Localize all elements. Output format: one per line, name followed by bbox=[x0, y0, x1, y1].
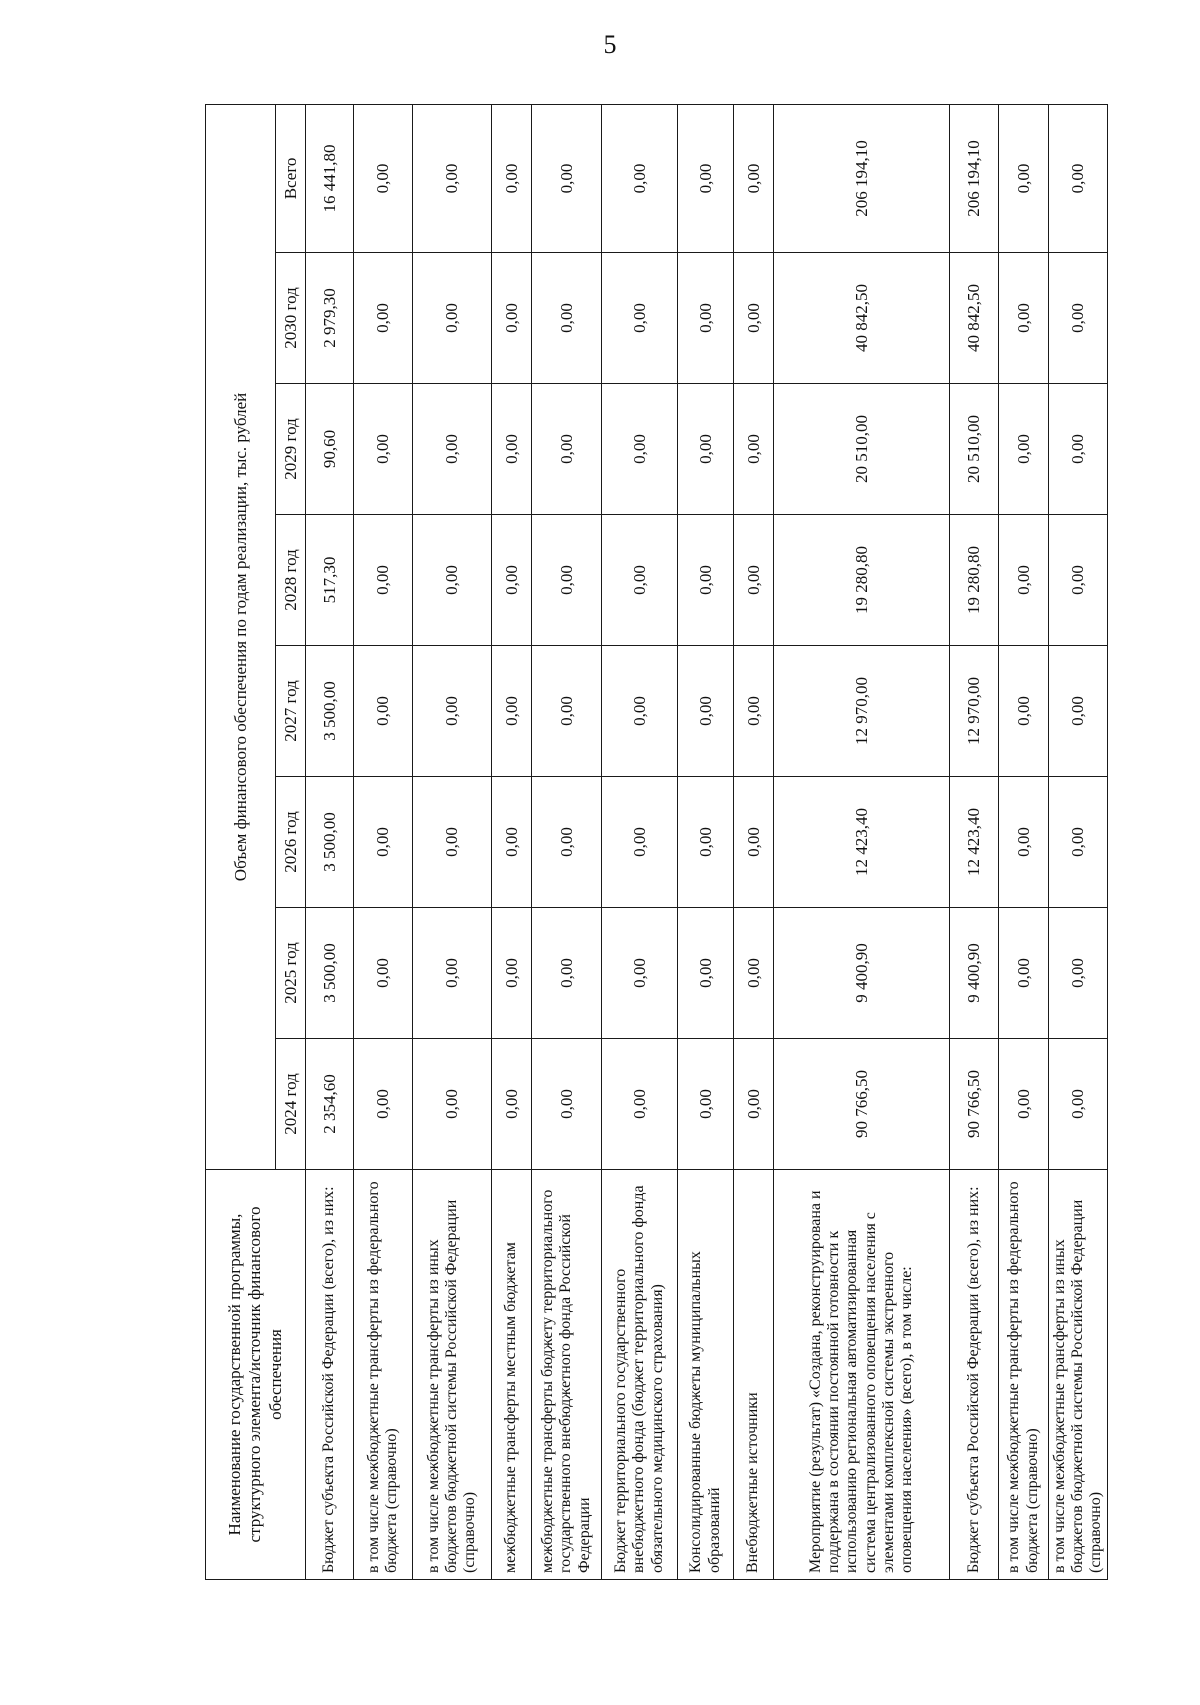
row-year-value: 2 354,60 bbox=[306, 1039, 354, 1170]
row-year-value: 0,00 bbox=[1049, 515, 1108, 646]
row-year-value: 90,60 bbox=[306, 384, 354, 515]
row-year-value: 9 400,90 bbox=[774, 908, 950, 1039]
row-source-name: в том числе межбюджетные трансферты из иных бюджетов бюджетной системы Российской Федерации (справочно) bbox=[1049, 1170, 1108, 1580]
row-year-value: 0,00 bbox=[1049, 1039, 1108, 1170]
row-year-value: 0,00 bbox=[734, 777, 774, 908]
row-year-value: 0,00 bbox=[678, 253, 734, 384]
row-source-name: в том числе межбюджетные трансферты из федерального бюджета (справочно) bbox=[354, 1170, 413, 1580]
row-year-value: 0,00 bbox=[734, 1039, 774, 1170]
row-year-value: 0,00 bbox=[1049, 777, 1108, 908]
row-year-value: 0,00 bbox=[492, 1039, 532, 1170]
row-year-value: 0,00 bbox=[999, 515, 1049, 646]
row-year-value: 0,00 bbox=[532, 515, 602, 646]
row-year-value: 0,00 bbox=[734, 253, 774, 384]
row-year-value: 90 766,50 bbox=[774, 1039, 950, 1170]
row-year-value: 0,00 bbox=[734, 646, 774, 777]
row-year-value: 0,00 bbox=[413, 1039, 492, 1170]
row-total-value: 0,00 bbox=[999, 104, 1049, 252]
table-row bbox=[354, 104, 413, 1579]
table-row bbox=[532, 104, 602, 1579]
row-year-value: 0,00 bbox=[678, 777, 734, 908]
year-header: 2027 год bbox=[276, 646, 306, 777]
row-total-value: 16 441,80 bbox=[306, 104, 354, 252]
row-year-value: 19 280,80 bbox=[774, 515, 950, 646]
row-year-value: 0,00 bbox=[413, 646, 492, 777]
row-year-value: 0,00 bbox=[532, 908, 602, 1039]
row-year-value: 0,00 bbox=[354, 908, 413, 1039]
row-year-value: 0,00 bbox=[678, 646, 734, 777]
table-row bbox=[999, 104, 1049, 1579]
row-year-value: 0,00 bbox=[999, 253, 1049, 384]
table-row bbox=[734, 104, 774, 1579]
row-total-value: 0,00 bbox=[354, 104, 413, 252]
row-year-value: 0,00 bbox=[602, 908, 678, 1039]
row-total-value: 0,00 bbox=[734, 104, 774, 252]
row-year-value: 0,00 bbox=[1049, 646, 1108, 777]
year-header: 2024 год bbox=[276, 1039, 306, 1170]
row-total-value: 0,00 bbox=[492, 104, 532, 252]
row-year-value: 19 280,80 bbox=[950, 515, 999, 646]
row-year-value: 0,00 bbox=[354, 646, 413, 777]
row-source-name: Бюджет субъекта Российской Федерации (всего), из них: bbox=[950, 1170, 999, 1580]
row-source-name: в том числе межбюджетные трансферты из федерального бюджета (справочно) bbox=[999, 1170, 1049, 1580]
row-year-value: 0,00 bbox=[492, 646, 532, 777]
row-year-value: 0,00 bbox=[532, 1039, 602, 1170]
row-year-value: 0,00 bbox=[999, 646, 1049, 777]
row-year-value: 0,00 bbox=[354, 1039, 413, 1170]
row-source-name: Внебюджетные источники bbox=[734, 1170, 774, 1580]
row-year-value: 0,00 bbox=[354, 777, 413, 908]
row-year-value: 517,30 bbox=[306, 515, 354, 646]
rotated-table-wrapper bbox=[205, 105, 1105, 1580]
table-row bbox=[678, 104, 734, 1579]
row-total-value: 0,00 bbox=[602, 104, 678, 252]
row-source-name: межбюджетные трансферты местным бюджетам bbox=[492, 1170, 532, 1580]
table-row bbox=[774, 104, 950, 1579]
year-header: 2028 год bbox=[276, 515, 306, 646]
row-total-value: 206 194,10 bbox=[774, 104, 950, 252]
table-row bbox=[413, 104, 492, 1579]
row-year-value: 0,00 bbox=[602, 515, 678, 646]
year-header: 2026 год bbox=[276, 777, 306, 908]
row-source-name: Бюджет субъекта Российской Федерации (всего), из них: bbox=[306, 1170, 354, 1580]
row-year-value: 0,00 bbox=[532, 384, 602, 515]
row-year-value: 0,00 bbox=[413, 777, 492, 908]
row-year-value: 20 510,00 bbox=[774, 384, 950, 515]
row-year-value: 90 766,50 bbox=[950, 1039, 999, 1170]
row-source-name: межбюджетные трансферты бюджету территориального государственного внебюджетного фонда Российской Федерации bbox=[532, 1170, 602, 1580]
row-year-value: 20 510,00 bbox=[950, 384, 999, 515]
row-year-value: 0,00 bbox=[602, 777, 678, 908]
table-row bbox=[306, 104, 354, 1579]
row-year-value: 3 500,00 bbox=[306, 777, 354, 908]
row-year-value: 40 842,50 bbox=[950, 253, 999, 384]
row-year-value: 0,00 bbox=[999, 384, 1049, 515]
row-year-value: 0,00 bbox=[413, 515, 492, 646]
row-year-value: 12 970,00 bbox=[950, 646, 999, 777]
row-year-value: 0,00 bbox=[1049, 908, 1108, 1039]
row-year-value: 0,00 bbox=[532, 253, 602, 384]
financing-group-header: Объем финансового обеспечения по годам реализации, тыс. рублей bbox=[206, 104, 276, 1169]
row-year-value: 0,00 bbox=[354, 253, 413, 384]
row-source-name: в том числе межбюджетные трансферты из иных бюджетов бюджетной системы Российской Федерации (справочно) bbox=[413, 1170, 492, 1580]
row-year-value: 0,00 bbox=[413, 253, 492, 384]
row-source-name: Бюджет территориального государственного внебюджетного фонда (бюджет территориального фонда обязательного медицинского страхования) bbox=[602, 1170, 678, 1580]
year-header: 2025 год bbox=[276, 908, 306, 1039]
row-source-name: Консолидированные бюджеты муниципальных образований bbox=[678, 1170, 734, 1580]
row-year-value: 0,00 bbox=[999, 908, 1049, 1039]
row-year-value: 0,00 bbox=[413, 908, 492, 1039]
table-row bbox=[950, 104, 999, 1579]
row-year-value: 0,00 bbox=[602, 253, 678, 384]
row-year-value: 0,00 bbox=[492, 384, 532, 515]
row-year-value: 0,00 bbox=[678, 384, 734, 515]
row-year-value: 0,00 bbox=[492, 777, 532, 908]
total-header: Всего bbox=[276, 104, 306, 252]
row-year-value: 0,00 bbox=[492, 908, 532, 1039]
row-year-value: 0,00 bbox=[602, 646, 678, 777]
row-year-value: 0,00 bbox=[1049, 384, 1108, 515]
row-year-value: 0,00 bbox=[734, 908, 774, 1039]
row-year-value: 0,00 bbox=[492, 253, 532, 384]
row-total-value: 0,00 bbox=[1049, 104, 1108, 252]
row-year-value: 0,00 bbox=[602, 1039, 678, 1170]
row-year-value: 0,00 bbox=[678, 515, 734, 646]
row-year-value: 40 842,50 bbox=[774, 253, 950, 384]
row-year-value: 0,00 bbox=[734, 515, 774, 646]
row-total-value: 206 194,10 bbox=[950, 104, 999, 252]
row-year-value: 0,00 bbox=[354, 515, 413, 646]
table-body bbox=[306, 104, 1108, 1579]
row-year-value: 0,00 bbox=[602, 384, 678, 515]
page-number: 5 bbox=[603, 30, 617, 59]
row-year-value: 3 500,00 bbox=[306, 908, 354, 1039]
year-header: 2030 год bbox=[276, 253, 306, 384]
row-year-value: 0,00 bbox=[532, 646, 602, 777]
row-year-value: 0,00 bbox=[734, 384, 774, 515]
row-year-value: 0,00 bbox=[492, 515, 532, 646]
row-total-value: 0,00 bbox=[532, 104, 602, 252]
row-year-value: 0,00 bbox=[999, 1039, 1049, 1170]
row-year-value: 0,00 bbox=[532, 777, 602, 908]
row-year-value: 2 979,30 bbox=[306, 253, 354, 384]
row-year-value: 0,00 bbox=[354, 384, 413, 515]
row-total-value: 0,00 bbox=[413, 104, 492, 252]
row-year-value: 3 500,00 bbox=[306, 646, 354, 777]
year-header: 2029 год bbox=[276, 384, 306, 515]
table-row bbox=[1049, 104, 1108, 1579]
row-year-value: 0,00 bbox=[1049, 253, 1108, 384]
row-year-value: 0,00 bbox=[999, 777, 1049, 908]
row-year-value: 12 970,00 bbox=[774, 646, 950, 777]
name-column-header: Наименование государственной программы, структурного элемента/источник финансового обеспечения bbox=[206, 1170, 306, 1580]
row-year-value: 0,00 bbox=[678, 908, 734, 1039]
row-year-value: 0,00 bbox=[678, 1039, 734, 1170]
row-year-value: 12 423,40 bbox=[774, 777, 950, 908]
row-total-value: 0,00 bbox=[678, 104, 734, 252]
table-row bbox=[492, 104, 532, 1579]
table-row bbox=[602, 104, 678, 1579]
row-year-value: 0,00 bbox=[413, 384, 492, 515]
row-source-name: Мероприятие (результат) «Создана, реконструирована и поддержана в состоянии постоянной готовности к использованию региональная автоматизированная система централизованного оповещения населения с элементами комплексной системы экстренного оповещения населения» (всего), в том числе: bbox=[774, 1170, 950, 1580]
row-year-value: 12 423,40 bbox=[950, 777, 999, 908]
financing-table bbox=[205, 104, 1108, 1580]
row-year-value: 9 400,90 bbox=[950, 908, 999, 1039]
